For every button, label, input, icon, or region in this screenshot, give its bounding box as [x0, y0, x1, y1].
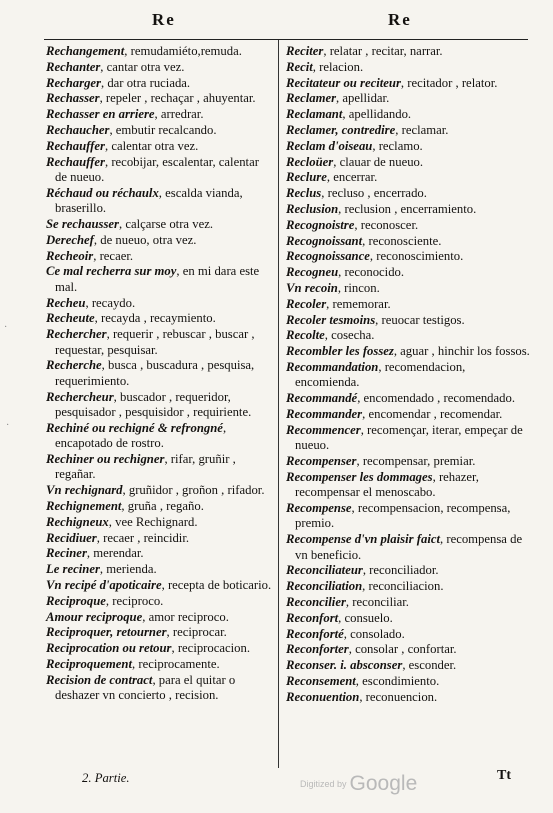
entry-headword: Rechasser: [46, 91, 100, 106]
entry-translation: , reuocar testigos.: [375, 312, 465, 327]
dictionary-entry: [286, 139, 530, 154]
entry-translation: , buscador , requeridor, pesquisador , pesquisidor , requiriente.: [55, 389, 252, 419]
entry-headword: Recloüer: [286, 154, 334, 169]
entry-translation: , apellidar.: [336, 91, 390, 106]
entry-translation: , reconosciente.: [362, 233, 442, 248]
dictionary-entry: [46, 562, 272, 577]
dictionary-entry: [286, 107, 530, 122]
dictionary-entry: [286, 391, 530, 406]
entry-translation: , busca , buscadura , pesquisa, requerimiento.: [55, 358, 255, 388]
entry-headword: Reciproquement: [46, 656, 132, 671]
entry-headword: Recoler tesmoins: [286, 312, 376, 327]
dictionary-entry: [46, 296, 272, 311]
entry-translation: , para el quitar o deshazer vn concierto , recision.: [55, 672, 236, 703]
margin-mark: ·: [4, 322, 8, 333]
entry-translation: , remudamiéto,remuda.: [124, 44, 242, 58]
dictionary-entry: [46, 249, 272, 264]
entry-headword: Reconforter: [286, 642, 349, 657]
entry-translation: , clauar de nueuo.: [333, 154, 424, 169]
dictionary-entry: [286, 611, 530, 626]
entry-translation: , reciproco.: [105, 593, 164, 608]
entry-translation: , consuelo.: [338, 610, 393, 625]
entry-translation: , merendar.: [86, 546, 144, 561]
entry-translation: , reclamar.: [395, 122, 449, 137]
entry-headword: Reconciliation: [286, 579, 363, 594]
entry-headword: Rechignement: [46, 498, 122, 513]
dictionary-entry: [46, 390, 272, 421]
dictionary-entry: [46, 673, 272, 704]
dictionary-entry: [46, 139, 272, 154]
entry-headword: Recision de contract: [46, 672, 153, 687]
entry-headword: Recheu: [46, 295, 86, 310]
entry-translation: , encerrar.: [326, 170, 378, 185]
entry-headword: Recognoissance: [286, 249, 370, 264]
entry-translation: , cantar otra vez.: [100, 59, 185, 74]
entry-translation: , encomendado , recomendado.: [357, 391, 516, 406]
entry-headword: Recoler: [286, 296, 327, 311]
entry-translation: , merienda.: [99, 562, 157, 577]
entry-translation: , repeler , rechaçar , ahuyentar.: [99, 91, 256, 106]
entry-headword: Recit: [286, 59, 313, 74]
entry-headword: Recompense: [286, 500, 352, 515]
entry-headword: Recitateur ou reciteur: [286, 75, 401, 90]
entry-headword: Reconcilier: [286, 594, 346, 609]
dictionary-entry: [46, 123, 272, 138]
entry-translation: , recepta de boticario.: [161, 577, 272, 592]
right-column: [286, 44, 530, 706]
dictionary-entry: [286, 91, 530, 106]
dictionary-entry: [286, 155, 530, 170]
dictionary-entry: [286, 501, 530, 532]
entry-headword: Reconciliateur: [286, 563, 363, 578]
entry-headword: Recognoistre: [286, 217, 355, 232]
entry-headword: Vn recipé d'apoticaire: [46, 577, 162, 592]
entry-translation: , requerir , rebuscar , buscar , requestar, pesquisar.: [55, 327, 255, 357]
dictionary-entry: [286, 281, 530, 296]
dictionary-entry: [46, 657, 272, 672]
margin-mark: ·: [6, 420, 10, 431]
entry-translation: , arredrar.: [154, 107, 204, 122]
entry-headword: Recommander: [286, 406, 363, 421]
dictionary-entry: [46, 546, 272, 561]
entry-translation: , recayda , recaymiento.: [94, 311, 216, 326]
entry-translation: , reciprocamente.: [132, 656, 220, 671]
dictionary-entry: [46, 91, 272, 106]
dictionary-entry: [286, 313, 530, 328]
dictionary-entry: [286, 344, 530, 359]
entry-headword: Recognoissant: [286, 233, 363, 248]
entry-translation: , rehazer, recompensar el menoscabo.: [295, 469, 479, 500]
entry-translation: , consolado.: [343, 626, 405, 641]
dictionary-entry: [286, 234, 530, 249]
entry-headword: Vn recoin: [286, 280, 338, 295]
entry-translation: , rincon.: [337, 280, 380, 295]
entry-translation: , calentar otra vez.: [104, 138, 199, 153]
entry-translation: , rememorar.: [326, 296, 391, 311]
dictionary-entry: [46, 499, 272, 514]
entry-headword: Recherche: [46, 358, 102, 373]
dictionary-entry: [286, 360, 530, 391]
dictionary-entry: [46, 44, 272, 59]
dictionary-entry: [46, 233, 272, 248]
entry-translation: , recitador , relator.: [400, 75, 498, 90]
entry-translation: , recompensacion, recompensa, premio.: [295, 500, 511, 531]
entry-translation: , en mi dara este mal.: [55, 264, 260, 294]
dictionary-entry: [46, 107, 272, 122]
dictionary-entry: [46, 641, 272, 656]
entry-headword: Reclamer: [286, 91, 337, 106]
entry-headword: Reclamant: [286, 107, 343, 122]
entry-translation: , recaydo.: [85, 295, 136, 310]
dictionary-entry: [46, 76, 272, 91]
entry-headword: Rechercher: [46, 327, 107, 342]
entry-translation: , reclusion , encerramiento.: [338, 201, 477, 216]
dictionary-entry: [286, 532, 530, 563]
entry-headword: Recommandation: [286, 359, 379, 374]
dictionary-entry: [46, 60, 272, 75]
entry-headword: Rechiner ou rechigner: [46, 451, 165, 466]
entry-headword: Reciner: [46, 546, 87, 561]
entry-headword: Rechigneux: [46, 514, 109, 529]
entry-headword: Rechanter: [46, 59, 101, 74]
entry-headword: Reclam d'oiseau: [286, 138, 373, 153]
entry-translation: , reclamo.: [372, 138, 423, 153]
entry-translation: , relacion.: [312, 59, 364, 74]
dictionary-entry: [46, 264, 272, 295]
entry-translation: , apellidando.: [342, 107, 412, 122]
entry-translation: , reconoscer.: [354, 217, 419, 232]
dictionary-entry: [286, 202, 530, 217]
entry-headword: Vn rechignard: [46, 483, 123, 498]
entry-headword: Reconforté: [286, 626, 344, 641]
entry-headword: Reciproquer, retourner: [46, 625, 167, 640]
entry-headword: Ce mal recherra sur moy: [46, 264, 177, 279]
dictionary-entry: [46, 217, 272, 232]
dictionary-entry: [286, 563, 530, 578]
entry-translation: , reconciliar.: [345, 594, 409, 609]
entry-translation: , dar otra ruciada.: [100, 75, 191, 90]
entry-translation: , recaer.: [93, 248, 134, 263]
dictionary-entry: [46, 610, 272, 625]
entry-headword: Reconfort: [286, 610, 339, 625]
entry-headword: Recommencer: [286, 422, 361, 437]
entry-translation: , reciprocar.: [166, 625, 227, 640]
dictionary-entry: [46, 531, 272, 546]
dictionary-entry: [286, 470, 530, 501]
dictionary-entry: [286, 454, 530, 469]
dictionary-entry: [46, 515, 272, 530]
entry-translation: , reciprocacion.: [171, 641, 251, 656]
dictionary-entry: [286, 690, 530, 705]
header-rule: [44, 39, 528, 40]
google-logo: Google: [349, 772, 418, 795]
entry-headword: Rechasser en arriere: [46, 107, 155, 122]
entry-headword: Reclamer, contredire: [286, 122, 396, 137]
entry-translation: , recaer , reincidir.: [96, 530, 190, 545]
entry-headword: Rechauffer: [46, 154, 105, 169]
digitized-watermark: [300, 772, 417, 796]
entry-translation: , consolar , confortar.: [348, 642, 457, 657]
entry-headword: Recogneu: [286, 265, 339, 280]
dictionary-entry: [286, 674, 530, 689]
entry-translation: , escalda vianda, braserillo.: [55, 185, 243, 216]
dictionary-entry: [46, 594, 272, 609]
dictionary-entry: [286, 297, 530, 312]
entry-headword: Reconsement: [286, 673, 356, 688]
dictionary-entry: [286, 642, 530, 657]
entry-headword: Recolte: [286, 328, 325, 343]
dictionary-entry: [46, 452, 272, 483]
dictionary-entry: [286, 423, 530, 454]
entry-translation: , embutir recalcando.: [109, 122, 217, 137]
dictionary-entry: [286, 249, 530, 264]
entry-headword: Recompenser les dommages: [286, 469, 433, 484]
dictionary-entry: [46, 358, 272, 389]
dictionary-entry: [46, 327, 272, 358]
dictionary-entry: [286, 170, 530, 185]
dictionary-entry: [286, 265, 530, 280]
dictionary-entry: [286, 627, 530, 642]
entry-translation: , reconciliacion.: [362, 579, 444, 594]
dictionary-entry: [286, 186, 530, 201]
entry-translation: , esconder.: [402, 658, 457, 673]
watermark-prefix: Digitized by: [300, 779, 347, 789]
entry-translation: , aguar , hinchir los fossos.: [393, 344, 530, 359]
entry-headword: Rechauffer: [46, 138, 105, 153]
entry-headword: Reclus: [286, 186, 322, 201]
dictionary-entry: [286, 595, 530, 610]
entry-translation: , de nueuo, otra vez.: [93, 232, 197, 247]
entry-translation: , recomençar, iterar, empeçar de nueuo.: [295, 422, 523, 453]
entry-headword: Reconser. i. absconser: [286, 658, 403, 673]
entry-translation: , reconciliador.: [362, 563, 439, 578]
running-header-right: Re: [388, 10, 412, 29]
entry-headword: Rechangement: [46, 44, 125, 58]
entry-translation: , recompensa de vn beneficio.: [295, 532, 523, 562]
dictionary-entry: [286, 44, 530, 59]
entry-translation: , recompensar, premiar.: [356, 453, 476, 468]
dictionary-entry: [46, 155, 272, 186]
dictionary-entry: [46, 483, 272, 498]
entry-headword: Reclusion: [286, 201, 339, 216]
dictionary-entry: [46, 311, 272, 326]
dictionary-entry: [286, 658, 530, 673]
entry-headword: Réchaud ou réchaulx: [46, 185, 159, 200]
entry-translation: , calçarse otra vez.: [118, 216, 214, 231]
dictionary-entry: [286, 579, 530, 594]
entry-headword: Recommandé: [286, 391, 358, 406]
entry-translation: , escondimiento.: [355, 673, 440, 688]
entry-headword: Rechercheur: [46, 389, 114, 404]
entry-translation: , vee Rechignard.: [108, 514, 198, 529]
entry-translation: , recobijar, escalentar, calentar de nueuo.: [55, 154, 259, 184]
entry-translation: , gruñidor , groñon , rifador.: [122, 483, 265, 498]
dictionary-entry: [46, 625, 272, 640]
entry-translation: , recluso , encerrado.: [321, 186, 427, 201]
entry-headword: Se rechausser: [46, 216, 119, 231]
entry-headword: Reciproque: [46, 593, 106, 608]
entry-headword: Recombler les fossez: [286, 344, 394, 359]
entry-headword: Rechiné ou rechigné & refrongné: [46, 420, 223, 435]
entry-translation: , gruña , regaño.: [121, 498, 204, 513]
entry-headword: Le reciner: [46, 562, 100, 577]
dictionary-entry: [286, 407, 530, 422]
left-column: [46, 44, 272, 704]
dictionary-entry: [46, 421, 272, 452]
entry-headword: Recharger: [46, 75, 101, 90]
dictionary-entry: [286, 60, 530, 75]
entry-headword: Reciter: [286, 44, 324, 58]
entry-headword: Recheute: [46, 311, 95, 326]
entry-headword: Amour reciproque: [46, 609, 143, 624]
entry-translation: , reconoscimiento.: [369, 249, 464, 264]
entry-headword: Rechaucher: [46, 122, 110, 137]
entry-headword: Recheoir: [46, 248, 94, 263]
dictionary-entry: [286, 328, 530, 343]
entry-translation: , rifar, gruñir , regañar.: [55, 451, 236, 482]
entry-translation: , reconuencion.: [359, 689, 438, 704]
dictionary-entry: [46, 578, 272, 593]
entry-headword: Derechef: [46, 232, 94, 247]
entry-translation: , encapotado de rostro.: [55, 420, 227, 451]
column-divider: [278, 40, 279, 768]
entry-headword: Recidiuer: [46, 530, 97, 545]
running-header-left: Re: [152, 10, 176, 29]
entry-translation: , cosecha.: [324, 328, 375, 343]
entry-translation: , relatar , recitar, narrar.: [323, 44, 443, 58]
signature-mark: 2. Partie.: [82, 771, 130, 785]
dictionary-entry: [286, 76, 530, 91]
entry-translation: , encomendar , recomendar.: [362, 406, 503, 421]
entry-translation: , reconocido.: [338, 265, 405, 280]
dictionary-entry: [286, 123, 530, 138]
dictionary-entry: [286, 218, 530, 233]
entry-headword: Reconuention: [286, 689, 360, 704]
entry-translation: , amor reciproco.: [142, 609, 229, 624]
entry-headword: Recompense d'vn plaisir faict: [286, 532, 440, 547]
catchword: Tt: [497, 768, 511, 783]
dictionary-entry: [46, 186, 272, 217]
entry-headword: Reclure: [286, 170, 327, 185]
entry-headword: Recompenser: [286, 453, 357, 468]
entry-translation: , recomendacion, encomienda.: [295, 359, 466, 390]
entry-headword: Reciprocation ou retour: [46, 641, 172, 656]
